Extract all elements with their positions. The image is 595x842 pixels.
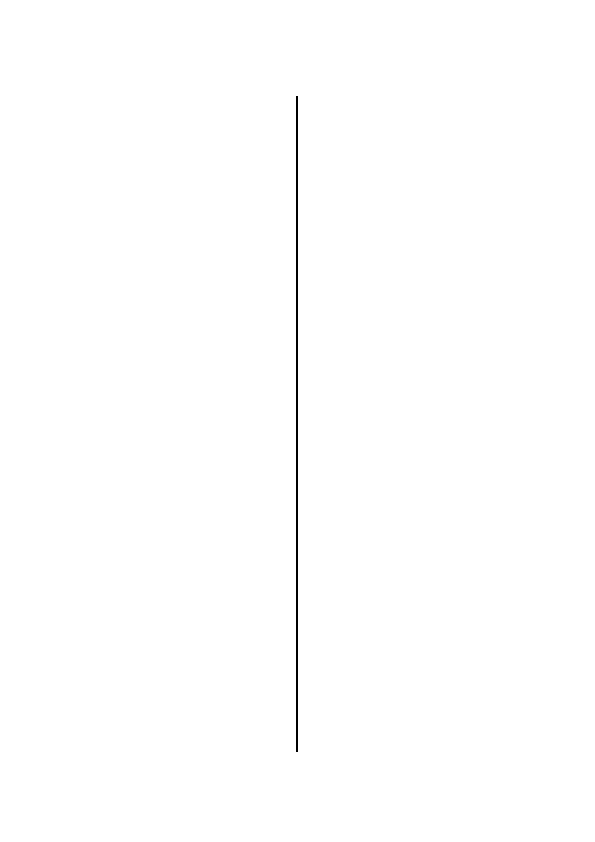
section-spacer xyxy=(82,114,287,126)
right-column xyxy=(306,96,508,118)
section-spacer xyxy=(306,100,508,112)
column-divider xyxy=(296,96,298,752)
left-column xyxy=(82,96,287,132)
